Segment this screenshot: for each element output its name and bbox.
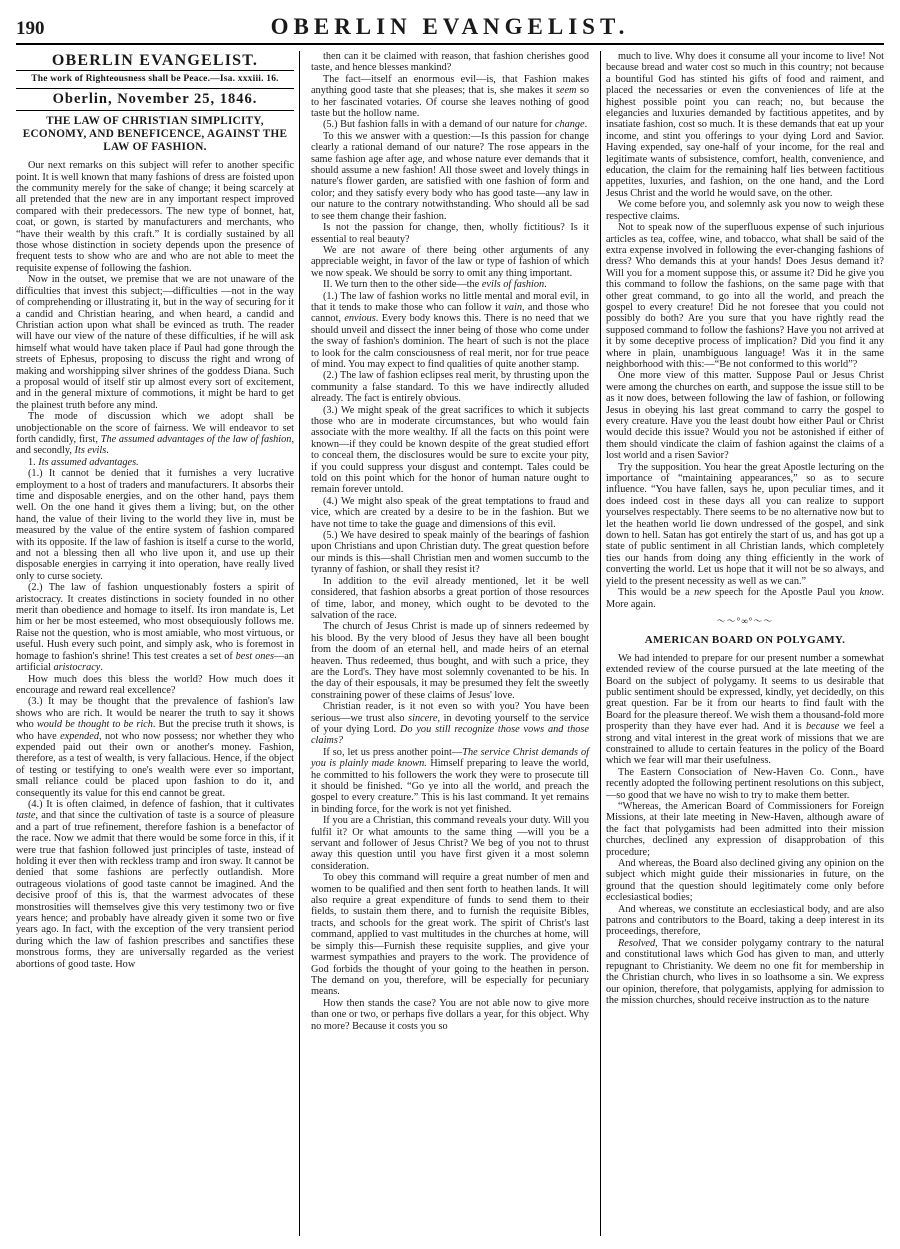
- column-three: [606, 51, 884, 1236]
- column-one: [16, 51, 294, 1236]
- paragraph: (3.) It may be thought that the prevalence of fashion's law shows who are rich. It would be nearer the truth to say it shows who would be thought to be rich. But the precise truth it shows, is who have expended, not who now possess; nor whether they who expended paid out their own or another's money. Fashion, therefore, as a test of wealth, is very fallacious. Hence, if the object of testing or testifying to one's wealth were ever so important, small reliance could be placed upon fashion to do it, and consequently its value for this end cannot be great.: [16, 696, 295, 799]
- column-one-body: [16, 160, 294, 970]
- paragraph: (5.) But fashion falls in with a demand of our nature for change.: [322, 119, 588, 131]
- paragraph: much to live. Why does it consume all your income to live! Not because bread and water cost so much in this country; not because a bountiful God has stinted his gifts of food and raiment, and placed the necessaries or even the conveniences of life at the highest possible point you can reach; no, but because the elegancies and luxuries demanded by factitious appetites, and by insatiate fashion, cost so much. It is these demands that eat up your income, and stint you offerings to your dying Lord and Savior. Having expended, say one-half of your income, for the real and legitimate wants of subsistence, comfort, health, convenience, and education, the claim for the remaining half lies between factitious appetites, luxuries, and fashion, on the one hand, and the Lord Jesus Christ and the world he would save, on the other.: [605, 51, 884, 199]
- paragraph: (4.) We might also speak of the great temptations to fraud and vice, which are created by a desire to be in the fashion. But we have not time to take the guage and dimensions of this evil.: [310, 495, 589, 530]
- divider-rule: [16, 110, 294, 111]
- paper-name: OBERLIN EVANGELIST.: [51, 52, 259, 69]
- paragraph: (1.) The law of fashion works no little mental and moral evil, in that it tends to make those who can follow it vain, and those who cannot, envious. Every body knows this. There is no need that we should unveil and dissect the inner being of those who come under the sway of fashion's dominion. The heart of such is not the place to look for the calm consciousness of real merit, nor for true peace of mind. You may expect to find qualities of quite another stamp.: [310, 290, 589, 370]
- paragraph: In addition to the evil already mentioned, let it be well considered, that fashion absorbs a great portion of those resources of time, labor, and money, which ought to be devoted to the salvation of the race.: [310, 575, 589, 621]
- paper-motto: The work of Righteousness shall be Peace.—Isa. xxxiii. 16.: [31, 74, 279, 85]
- paragraph: “Whereas, the American Board of Commissioners for Foreign Missions, at their late meeting in New-Haven, although aware of the fact that polygamists had been admitted into their mission churches, declined any expression of disapprobation of this procedure;: [605, 801, 884, 858]
- paragraph: (2.) The law of fashion eclipses real merit, by thrusting upon the community a false standard. To this we have indirectly alluded already. The fact is entirely obvious.: [310, 370, 589, 405]
- paragraph: And whereas, the Board also declined giving any opinion on the subject which might guide their missionaries in future, on the ground that the question should legitimately come only before ecclesiastical bodies;: [605, 858, 884, 904]
- paragraph: The church of Jesus Christ is made up of sinners redeemed by his blood. By the very blood of Jesus they have all been bought from the doom of an eternal hell, and made heirs of an eternal heaven. Thus redeemed, thus bought, and with such a price, they are the Lord's. They have most solemnly covenanted to be his. In the day of their espousals, it may be presumed they felt the sweetly constraining power of these claims of Jesus' love.: [310, 621, 589, 701]
- paragraph: (1.) It cannot be denied that it furnishes a very lucrative employment to a host of traders and manufacturers. It absorbs their time and disposable energies, and on the other hand, pays them well. On the one hand it gives them a living; but, on the other hand, the value of their living to the world they live in, must be measured by the value of the entire system of fashion compared with its opposite. If the law of fashion is itself a curse to the world, and not a blessing then all who live upon it, and use up their disposable energies in carrying it into operation, have really lived only to curse society.: [16, 468, 295, 582]
- paragraph: then can it be claimed with reason, that fashion cherishes good taste, and hence blesses mankind?: [310, 51, 589, 74]
- paragraph: Our next remarks on this subject will refer to another specific point. It is well known that many fashions of dress are foisted upon the community merely for the sake of change; it being scarcely at all pretended that the new are in any important respect improved compared with their predecessors. The new type of bonnet, hat, coat, or gown, is started by manufacturers and merchants, who “have their wealth by this craft.” It is cordially sustained by all those whose distinction in society depends upon the presence of frequent tests to show who are and who are not able to meet the requisite expense of following the fashion.: [16, 160, 295, 274]
- paragraph: Christian reader, is it not even so with you? You have been serious—we trust also sincere, in devoting yourself to the service of your dying Lord. Do you still recognize those vows and those claims?: [310, 701, 589, 747]
- page-number: 190: [16, 18, 45, 39]
- article-headline: THE LAW OF CHRISTIAN SIMPLICITY, ECONOMY, AND BENEFICENCE, AGAINST THE LAW OF FASHION.: [22, 115, 288, 154]
- paragraph: We had intended to prepare for our present number a somewhat extended review of the course pursued at the late meeting of the Board on the subject of polygamy. It seems to us desirable that public sentiment should be expressed, kindly, yet decidedly, on this great question. Far be it from our hearts to find fault with the Board for the pleasure thereof. We wish them a thousand-fold more prosperity than they have ever had. And it is because we feel a strong and vital interest in the great work of missions that we are constrained to allude to certain features in the policy of the Board which we fear will mar their usefulness.: [605, 652, 884, 767]
- paragraph: (5.) We have desired to speak mainly of the bearings of fashion upon Christians and upon Christian duty. The great question before our minds is this—shall Christian men and women succumb to the tyranny of fashion, or shall they resist it?: [310, 530, 589, 576]
- column-two: [311, 51, 589, 1236]
- paragraph: The mode of discussion which we adopt shall be unobjectionable on the score of fairness. We will endeavor to set forth candidly, first, The assumed advantages of the law of fashion, and secondly, Its evils.: [16, 411, 295, 457]
- paragraph: Resolved, That we consider polygamy contrary to the natural and constitutional laws which God has given to man, and utterly repugnant to Christianity. We deem no one fit for membership in the Christian church, who lives in so loathsome a sin. We express our opinion, therefore, that polygamists, applying for admission to the mission churches, should receive instruction as to the nature: [605, 937, 884, 1006]
- column-rule: [600, 51, 601, 1236]
- masthead: [16, 14, 884, 45]
- paragraph: If you are a Christian, this command reveals your duty. Will you fulfil it? Or what amounts to the same thing —will you be a servant and follower of Jesus Christ? We beg of you not to thrust away this question until you have first given it a most solemn consideration.: [310, 815, 589, 872]
- masthead-title: OBERLIN EVANGELIST.: [270, 14, 630, 39]
- dateline: Oberlin, November 25, 1846.: [52, 90, 258, 107]
- paragraph: To this we answer with a question:—Is this passion for change clearly a rational demand of our nature? The rose appears in the same fashion age after age, and whose nature ever demands that it should assume a new fashion! All those sweet and lovely things in nature's flower garden, are satisfied with one fashion of form and color; and they satisfy every body who has good taste—any law in our nature to the contrary notwithstanding. Who should all be sad to see them change their fashion.: [310, 130, 589, 222]
- paragraph: To obey this command will require a great number of men and women to be qualified and then sent forth to heathen lands. It will also require a great expenditure of funds to send them to their fields, to sustain them there, and to furnish the requisite Bibles, tracts, and schools for the great work. The spirit of Christ's last command, applied to vast multitudes in the churches at home, will be simply this—Furnish these requisite supplies, and give your warmest sympathies and prayers to the work. The providence of God forbids the thought of your going to the heathen in person. The demand on you, therefore, will be especially for pecuniary means.: [310, 872, 589, 998]
- paragraph: The fact—itself an enormous evil—is, that Fashion makes anything good taste that she pleases; that is, she makes it seem so to her fascinated votaries. Of course she leaves nothing of good taste but the hollow name.: [310, 73, 589, 120]
- column-two-body: [311, 51, 589, 1032]
- paragraph: We are not aware of there being other arguments of any appreciable weight, in favor of the law or type of fashion of which we now speak. We should be sorry to omit any thing important.: [310, 244, 589, 279]
- section-heading-polygamy: AMERICAN BOARD ON POLYGAMY.: [644, 634, 846, 647]
- paragraph: One more view of this matter. Suppose Paul or Jesus Christ were among the churches on earth, and suppose the issue still to be as it now does, between following the law of fashion, or following Jesus in obeying his last great command to carry the gospel to every creature. Have you the least doubt how either Paul or Christ would decide this issue? Would you not be astonished if either of them should vindicate the claim of fashion against the claims of a lost world and a risen Savior?: [605, 370, 884, 462]
- paragraph: (3.) We might speak of the great sacrifices to which it subjects those who are in moderate circumstances, but who would fain associate with the more wealthy. If all the facts on this point were known—if they could be known despite of the great studied effort to conceal them, the disclosures would be sure to excite your pity, if you could suppress your disgust and contempt. Tales could be told on this point which for the honor of human nature ought to remain forever untold.: [310, 404, 589, 496]
- paragraph: The Eastern Consociation of New-Haven Co. Conn., have recently adopted the following pertinent resolutions on this subject,—so good that we have no wish to try to make them better.: [605, 766, 884, 801]
- paragraph: If so, let us press another point—The service Christ demands of you is plainly made known. Himself preparing to leave the world, he committed to his followers the work they were to prosecute till it should be finished. “Go ye into all the world, and preach the gospel to every creature.” This is his last command. It yet remains in binding force, for the work is not yet finished.: [310, 746, 589, 815]
- paragraph: Try the supposition. You hear the great Apostle lecturing on the importance of “maintaining appearances,” so as to secure influence. “You have fallen, says he, upon peculiar times, and it does indeed cost in these days all you can realize to support yourselves respectably. There seems to be no alternative now but to let the heathen world lie down undressed of the gospel, and sink down to hell. Satan has got entirely the start of us, and has got up a state of public sentiment in all Christian lands, which completely ties our hands from doing any thing efficiently in the work of converting the world. Let us hope that it will not be so always, and yield to the present necessity as well as we can.”: [605, 461, 884, 587]
- paragraph: Not to speak now of the superfluous expense of such injurious articles as tea, coffee, wine, and tobacco, what shall be said of the extra expense involved in following the ever-changing fashions of dress? Who demands this at your hands! Does Jesus demand it? Will you for a moment suppose this, or assume it? Did he give you this command to follow the fashions, on the same page with that other great command, to go into all the world, and preach the gospel to every creature! Did he not foresee that you could not possibly do both? Are you sure that you have rightly read the supposed command to follow the fashions? Have you not arrived at it by some deceptive process of implication? Did you find it any where in plain, unambiguous language! Was it in the same neighborhood with this:—“Be not conformed to this world”?: [605, 222, 884, 370]
- divider-rule: [16, 70, 294, 71]
- column-three-body: [606, 51, 884, 610]
- section-ornament: 〜〜°∞°〜〜: [716, 615, 774, 626]
- paragraph: II. We turn then to the other side—the evils of fashion.: [322, 279, 547, 291]
- paragraph: How then stands the case? You are not able now to give more than one or two, or perhaps five dollars a year, for this object. Why no more? Because it costs you so: [310, 997, 589, 1032]
- column-rule: [299, 51, 300, 1236]
- columns-container: [16, 51, 884, 1236]
- paragraph: How much does this bless the world? How much does it encourage and reward real excellence?: [16, 673, 295, 696]
- paragraph: And whereas, we constitute an ecclesiastical body, and are also patrons and contributors to the Board, taking a deep interest in its proceedings, therefore,: [605, 903, 884, 938]
- paragraph: We come before you, and solemnly ask you now to weigh these respective claims.: [605, 199, 884, 222]
- paragraph: Is not the passion for change, then, wholly fictitious? Is it essential to real beauty?: [310, 222, 589, 245]
- paragraph: Now in the outset, we premise that we are not unaware of the difficulties that invest this subject;—difficulties —not in the way of comprehending or illustrating it, but in the way of securing for it a candid and Christian hearing, and when heard, a candid and Christian action upon what shall be evinced as truth. The reader will have our view of the nature of these difficulties, if he will ask himself what would have taken place if Paul had gone through the streets of Ephesus, proposing to discuss the right and wrong of making and worshipping silver shrines of the goddess Diana. Such a proposal would of itself stir up almost every sort of excitement, and in the general mixture of commotions, it might be hard to get the plainest truth before any mind.: [16, 274, 295, 411]
- paragraph: (4.) It is often claimed, in defence of fashion, that it cultivates taste, and that since the cultivation of taste is a source of pleasure and a part of true refinement, therefore fashion is a benefactor of the race. Now we admit that there would be some force in this, if it were true that fashion followed just principles of taste, instead of holding it ever then with reckless tramp and iron sway. It cannot be denied that some fashions are perfectly outlandish. More outrageous violations of good taste cannot be imagined. And the decisive proof of this is, that the warmest advocates of these monstrosities will themselves give this very testimony two or five years hence; and probably have already given it some two or five years ago. In fact, with the exception of the very transient period during which the law of fashion prescribes and sanctifies these monstrous forms, they are universally regarded as the veriest abortions of good taste. How: [16, 798, 295, 970]
- paragraph: This would be a new speech for the Apostle Paul you know. More again.: [605, 587, 884, 610]
- column-three-section2-body: [606, 653, 884, 1007]
- paragraph: (2.) The law of fashion unquestionably fosters a spirit of aristocracy. It creates distinctions in society founded in no other merit than obedience and homage to itself. Its iron mandate is, Let him or her be most esteemed, who most obsequiously follows me. Raise not the question, who is most amiable, who most virtuous, or useful. Hush every such point, and simply ask, who is foremost in homage to fashion's shrine! This test creates a set of best ones—an artificial aristocracy.: [16, 582, 295, 674]
- paragraph: 1. Its assumed advantages.: [28, 456, 139, 468]
- divider-rule: [16, 88, 294, 89]
